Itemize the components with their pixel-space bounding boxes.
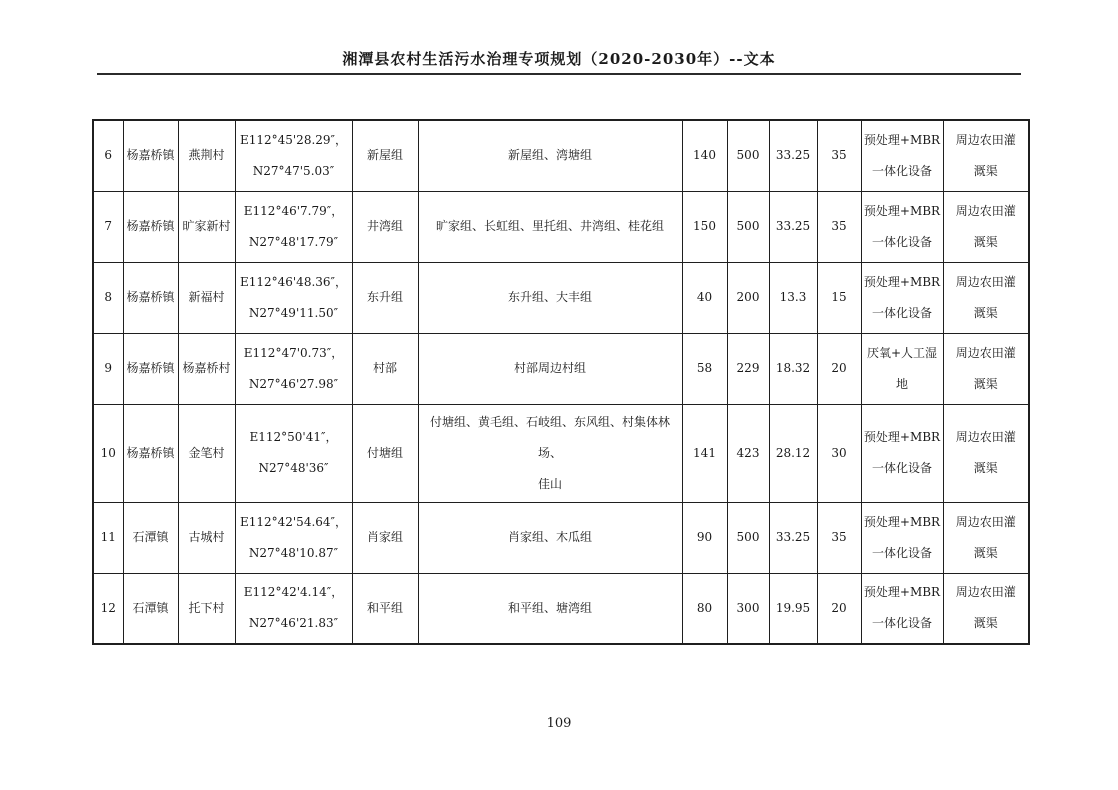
cell-text-line: 古城村	[188, 530, 225, 544]
cell-coverage	[418, 502, 682, 573]
cell-coverage	[418, 120, 682, 191]
cell-text-line: 杨嘉桥镇	[126, 219, 175, 233]
cell-discharge	[943, 333, 1029, 404]
cell-no	[93, 404, 123, 502]
cell-text-line: 周边农田灌	[955, 430, 1016, 444]
cell-text-line: 杨嘉桥镇	[126, 290, 175, 304]
cell-station	[352, 502, 418, 573]
cell-coords	[235, 333, 352, 404]
cell-text-line: 周边农田灌	[955, 274, 1016, 289]
cell-text-line: 新福村	[188, 290, 225, 304]
cell-text-line: 杨嘉桥镇	[126, 361, 175, 375]
cell-households	[682, 120, 727, 191]
cell-coords	[235, 191, 352, 262]
cell-text-line: 一体化设备	[871, 545, 932, 560]
cell-text-line: 托下村	[188, 600, 225, 615]
cell-text-line: E112°46'7.79″，	[243, 203, 344, 218]
cell-text-line: 13.3	[779, 290, 807, 304]
cell-discharge	[943, 573, 1029, 644]
cell-discharge	[943, 120, 1029, 191]
cell-process	[861, 333, 943, 404]
cell-text-line: N27°48'17.79″	[248, 234, 339, 249]
cell-text-line: 500	[736, 219, 760, 233]
cell-scale	[769, 262, 817, 333]
table-row	[93, 262, 1029, 333]
cell-text-line: 35	[831, 530, 847, 544]
cell-text-line: 和平组	[366, 600, 403, 615]
cell-text-line: 140	[693, 148, 716, 163]
cell-coverage	[418, 573, 682, 644]
cell-text-line: N27°49'11.50″	[248, 305, 339, 320]
table-row	[93, 573, 1029, 644]
cell-text-line: 肖家组、木瓜组	[507, 530, 592, 544]
cell-discharge	[943, 404, 1029, 502]
cell-town	[123, 404, 178, 502]
cell-text-line: 10	[100, 445, 116, 460]
cell-text-line: 200	[736, 290, 760, 304]
cell-text-line: 杨嘉桥村	[182, 361, 231, 375]
cell-scale	[769, 120, 817, 191]
cell-process	[861, 120, 943, 191]
cell-station	[352, 404, 418, 502]
cell-households	[682, 502, 727, 573]
cell-text-line: N27°48'10.87″	[248, 545, 339, 560]
cell-text-line: 141	[693, 445, 716, 460]
cell-no	[93, 191, 123, 262]
cell-no	[93, 262, 123, 333]
cell-text-line: 和平组、塘湾组	[507, 600, 592, 615]
cell-capacity	[817, 191, 861, 262]
cell-capacity	[817, 502, 861, 573]
table-row	[93, 120, 1029, 191]
cell-process	[861, 191, 943, 262]
cell-text-line: 溉渠	[973, 234, 998, 249]
table-row	[93, 333, 1029, 404]
cell-text-line: 500	[736, 530, 760, 544]
cell-text-line: 石潭镇	[132, 530, 169, 544]
cell-text-line: 9	[104, 361, 113, 375]
cell-text-line: 预处理+MBR	[863, 430, 941, 444]
cell-text-line: 溉渠	[973, 305, 998, 320]
cell-text-line: 肖家组	[366, 530, 403, 544]
cell-text-line: 一体化设备	[871, 305, 932, 320]
cell-households	[682, 262, 727, 333]
cell-text-line: 厌氧+人工湿	[866, 345, 938, 360]
cell-text-line: 新屋组、湾塘组	[507, 148, 592, 163]
page-footer	[0, 716, 1118, 731]
cell-text-line: 20	[831, 600, 847, 615]
cell-text-line: 溉渠	[973, 616, 998, 631]
cell-text-line: 15	[831, 290, 847, 304]
cell-village	[178, 191, 235, 262]
cell-text-line: 东升组、大丰组	[507, 290, 592, 304]
cell-town	[123, 262, 178, 333]
cell-coords	[235, 120, 352, 191]
page-title: 湘潭县农村生活污水治理专项规划（2020-2030年）--文本	[342, 50, 776, 68]
cell-text-line: E112°50'41″，	[249, 430, 338, 444]
cell-text-line: 预处理+MBR	[863, 514, 941, 529]
cell-text-line: 燕荆村	[188, 148, 225, 163]
cell-text-line: 东升组	[366, 290, 403, 304]
cell-text-line: 付塘组	[366, 445, 403, 460]
cell-text-line: 杨嘉桥镇	[126, 445, 175, 460]
cell-discharge	[943, 262, 1029, 333]
cell-households	[682, 333, 727, 404]
cell-population	[727, 404, 769, 502]
cell-coords	[235, 502, 352, 573]
cell-scale	[769, 191, 817, 262]
cell-coverage	[418, 191, 682, 262]
cell-population	[727, 573, 769, 644]
cell-population	[727, 191, 769, 262]
cell-text-line: 旷家组、长虹组、里托组、井湾组、桂花组	[435, 219, 664, 233]
cell-station	[352, 120, 418, 191]
cell-text-line: 33.25	[775, 219, 811, 233]
cell-town	[123, 191, 178, 262]
cell-text-line: 预处理+MBR	[863, 203, 941, 218]
cell-text-line: 一体化设备	[871, 163, 932, 178]
cell-households	[682, 573, 727, 644]
cell-text-line: 预处理+MBR	[863, 585, 941, 600]
cell-scale	[769, 404, 817, 502]
cell-text-line: 150	[693, 219, 716, 233]
cell-text-line: 33.25	[775, 148, 811, 163]
cell-text-line: 6	[104, 148, 113, 163]
cell-text-line: 423	[736, 445, 760, 460]
cell-town	[123, 333, 178, 404]
cell-text-line: 村部周边村组	[513, 361, 586, 375]
cell-coverage	[418, 333, 682, 404]
cell-text-line: 28.12	[775, 445, 811, 460]
cell-station	[352, 573, 418, 644]
cell-text-line: 溉渠	[973, 163, 998, 178]
cell-village	[178, 120, 235, 191]
cell-text-line: 周边农田灌	[955, 132, 1016, 147]
cell-village	[178, 502, 235, 573]
cell-text-line: N27°46'21.83″	[248, 616, 339, 631]
cell-population	[727, 333, 769, 404]
cell-text-line: E112°46'48.36″，	[239, 274, 348, 289]
cell-text-line: N27°47'5.03″	[252, 163, 335, 178]
cell-station	[352, 262, 418, 333]
cell-text-line: N27°48'36″	[258, 461, 329, 475]
cell-text-line: E112°42'54.64″，	[239, 514, 348, 529]
cell-village	[178, 262, 235, 333]
cell-text-line: 300	[736, 600, 760, 615]
cell-coords	[235, 404, 352, 502]
cell-capacity	[817, 404, 861, 502]
cell-process	[861, 262, 943, 333]
cell-town	[123, 120, 178, 191]
page-header	[97, 48, 1021, 75]
cell-text-line: 7	[104, 219, 113, 233]
cell-process	[861, 404, 943, 502]
cell-text-line: N27°46'27.98″	[248, 376, 339, 391]
cell-coverage	[418, 262, 682, 333]
cell-discharge	[943, 502, 1029, 573]
cell-text-line: 旷家新村	[182, 219, 231, 233]
cell-text-line: 付塘组、黄毛组、石岐组、东风组、村集体林场、	[429, 414, 670, 460]
cell-text-line: 溉渠	[973, 545, 998, 560]
cell-text-line: 18.32	[775, 361, 811, 375]
table-row	[93, 191, 1029, 262]
cell-discharge	[943, 191, 1029, 262]
cell-text-line: 40	[696, 290, 713, 304]
cell-text-line: 杨嘉桥镇	[126, 148, 175, 163]
cell-text-line: 8	[104, 290, 113, 304]
cell-coords	[235, 262, 352, 333]
cell-text-line: 周边农田灌	[955, 203, 1016, 218]
cell-text-line: 35	[831, 148, 847, 163]
cell-text-line: E112°45'28.29″，	[239, 132, 348, 147]
header-divider	[97, 73, 1021, 75]
cell-text-line: 12	[100, 600, 116, 615]
cell-no	[93, 502, 123, 573]
cell-text-line: 一体化设备	[871, 234, 932, 249]
cell-population	[727, 120, 769, 191]
sewage-plan-table	[92, 119, 1030, 645]
cell-households	[682, 191, 727, 262]
cell-capacity	[817, 120, 861, 191]
cell-capacity	[817, 333, 861, 404]
cell-text-line: 地	[895, 376, 908, 391]
cell-capacity	[817, 262, 861, 333]
cell-capacity	[817, 573, 861, 644]
cell-town	[123, 502, 178, 573]
cell-no	[93, 120, 123, 191]
cell-text-line: 500	[736, 148, 760, 163]
cell-scale	[769, 502, 817, 573]
cell-text-line: 新屋组	[366, 148, 403, 163]
cell-text-line: 11	[100, 530, 116, 544]
cell-population	[727, 502, 769, 573]
cell-text-line: 一体化设备	[871, 461, 932, 475]
cell-text-line: 19.95	[775, 600, 811, 615]
cell-text-line: 预处理+MBR	[863, 132, 941, 147]
cell-town	[123, 573, 178, 644]
cell-village	[178, 333, 235, 404]
cell-text-line: 村部	[372, 361, 397, 375]
cell-text-line: 溉渠	[973, 376, 998, 391]
cell-text-line: 佳山	[537, 476, 562, 491]
cell-no	[93, 573, 123, 644]
cell-text-line: 33.25	[775, 530, 811, 544]
cell-text-line: 35	[831, 219, 847, 233]
table-row	[93, 404, 1029, 502]
cell-station	[352, 333, 418, 404]
cell-process	[861, 502, 943, 573]
cell-text-line: E112°47'0.73″，	[243, 345, 344, 360]
cell-coords	[235, 573, 352, 644]
cell-text-line: 周边农田灌	[955, 514, 1016, 529]
cell-text-line: 周边农田灌	[955, 345, 1016, 360]
cell-text-line: 溉渠	[973, 461, 998, 475]
table-row	[93, 502, 1029, 573]
cell-text-line: 一体化设备	[871, 616, 932, 631]
cell-text-line: 周边农田灌	[955, 585, 1016, 600]
cell-text-line: 金笔村	[188, 445, 225, 460]
cell-text-line: 井湾组	[366, 219, 403, 233]
cell-process	[861, 573, 943, 644]
cell-text-line: 预处理+MBR	[863, 274, 941, 289]
cell-households	[682, 404, 727, 502]
cell-text-line: 20	[831, 361, 847, 375]
cell-scale	[769, 573, 817, 644]
cell-text-line: E112°42'4.14″，	[243, 585, 344, 600]
cell-coverage	[418, 404, 682, 502]
cell-population	[727, 262, 769, 333]
cell-village	[178, 573, 235, 644]
page-number: 109	[546, 716, 572, 731]
cell-text-line: 229	[736, 361, 760, 375]
cell-text-line: 30	[831, 445, 847, 460]
cell-village	[178, 404, 235, 502]
cell-text-line: 58	[696, 361, 713, 375]
cell-station	[352, 191, 418, 262]
cell-no	[93, 333, 123, 404]
cell-text-line: 90	[696, 530, 713, 544]
cell-text-line: 80	[696, 600, 713, 615]
cell-text-line: 石潭镇	[132, 600, 169, 615]
cell-scale	[769, 333, 817, 404]
